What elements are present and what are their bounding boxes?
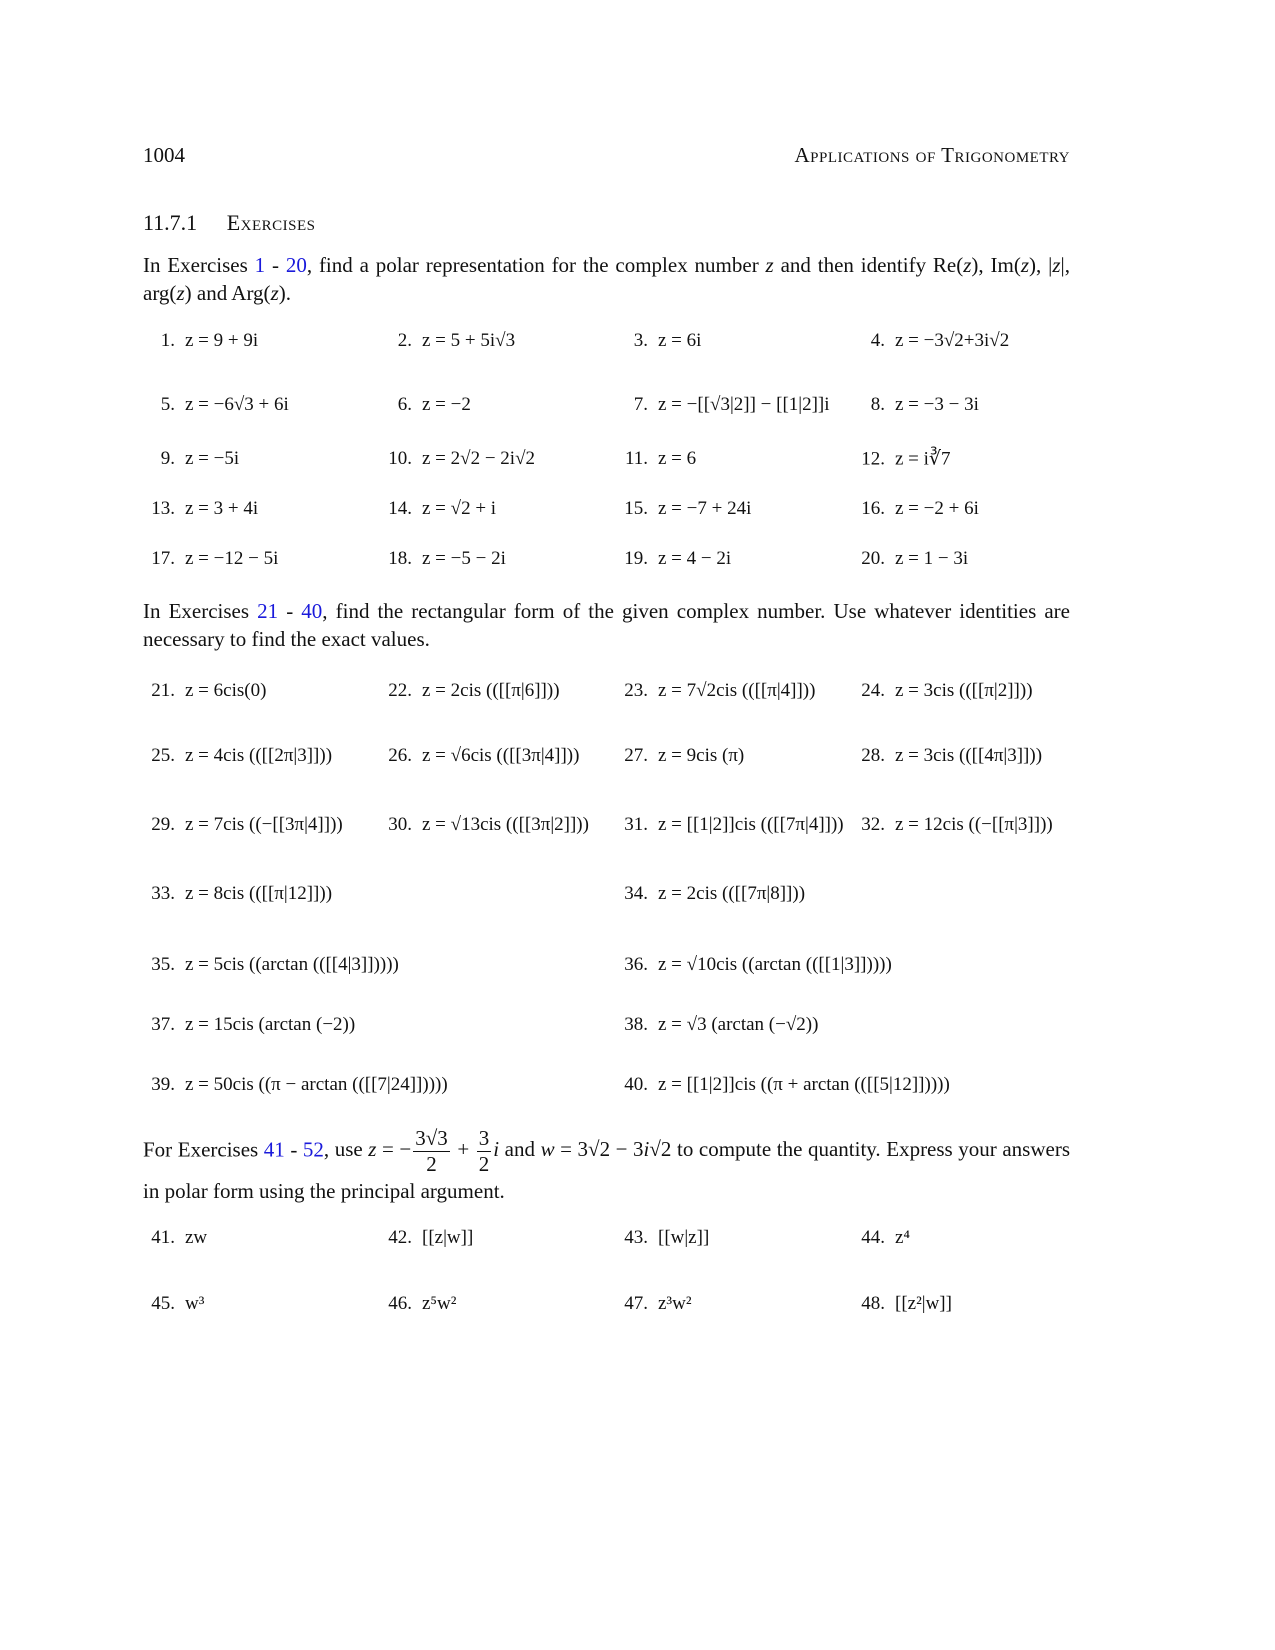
exercise-number: 41. (151, 1227, 175, 1248)
exercise-item (608, 448, 696, 470)
exercise-number: 33. (151, 883, 175, 904)
exercise-expression: [[w|z]] (658, 1227, 710, 1248)
exercise-number: 15. (624, 498, 648, 519)
exercise-item (608, 814, 844, 836)
exercise-item (135, 1293, 204, 1315)
exercise-expression: z = −12 − 5i (185, 548, 279, 569)
exercise-item (608, 1074, 950, 1096)
intro-text: - (284, 1137, 303, 1162)
exercise-expression: z⁴ (895, 1227, 911, 1248)
exercise-item (135, 548, 278, 570)
exercise-expression: [[z|w]] (422, 1227, 474, 1248)
exercise-expression: z = −5 − 2i (422, 548, 506, 569)
exercise-expression: z = −3√2+3i√2 (895, 330, 1010, 351)
exercise-number: 31. (624, 814, 648, 835)
exercise-item (135, 330, 258, 352)
exercise-expression: z = 2cis (([[π|6]])) (422, 680, 560, 701)
exercise-item (608, 745, 744, 767)
exercise-expression: [[z²|w]] (895, 1293, 952, 1314)
exercise-item (845, 548, 968, 570)
exercise-item (845, 1293, 952, 1315)
exercise-expression: z = 2cis (([[7π|8]])) (658, 883, 806, 904)
exercise-number: 20. (861, 548, 885, 569)
exercise-item (372, 814, 589, 836)
exercise-item (845, 394, 979, 416)
page-number: 1004 (143, 143, 185, 167)
exercise-number: 9. (160, 448, 175, 469)
exercise-number: 48. (861, 1293, 885, 1314)
exercise-number: 23. (624, 680, 648, 701)
exercise-item (372, 448, 535, 470)
exercise-expression: z³w² (658, 1293, 692, 1314)
exercise-number: 8. (870, 394, 885, 415)
exercise-number: 26. (388, 745, 412, 766)
exercise-item (845, 330, 1009, 352)
exercise-expression: z = 2√2 − 2i√2 (422, 448, 535, 469)
exercise-expression: z = 5cis ((arctan (([[4|3]])))) (185, 954, 399, 975)
exercise-expression: z = 3cis (([[4π|3]])) (895, 745, 1043, 766)
exercise-number: 19. (624, 548, 648, 569)
exercise-item (135, 954, 399, 976)
intro-text: In Exercises (143, 599, 258, 623)
exercise-expression: z = 3 + 4i (185, 498, 259, 519)
fraction: $\frac{3}{2}$ (478, 1126, 490, 1176)
exercise-link[interactable]: 1 (254, 253, 266, 277)
exercise-expression: z = −5i (185, 448, 240, 469)
exercise-item (845, 745, 1042, 767)
exercise-item (608, 680, 815, 702)
exercise-item (135, 883, 332, 905)
exercise-item (372, 548, 506, 570)
exercise-expression: z = 1 − 3i (895, 548, 969, 569)
exercise-number: 12. (861, 448, 885, 469)
exercise-number: 30. (388, 814, 412, 835)
exercise-number: 16. (861, 498, 885, 519)
exercise-number: 38. (624, 1014, 648, 1035)
exercise-number: 32. (861, 814, 885, 835)
exercise-expression: z = i∛7 (895, 448, 951, 470)
exercise-expression: z = 6 (658, 448, 697, 469)
exercise-item (608, 1014, 818, 1036)
exercise-number: 36. (624, 954, 648, 975)
exercise-item (372, 330, 515, 352)
exercise-item (135, 745, 332, 767)
exercise-expression: zw (185, 1227, 208, 1248)
exercise-expression: z = [[1|2]]cis (([[7π|4]])) (658, 814, 844, 835)
exercise-number: 39. (151, 1074, 175, 1095)
exercise-item (845, 498, 979, 520)
exercise-item (372, 680, 560, 702)
intro-text: For Exercises (143, 1137, 264, 1162)
exercise-expression: z = 9 + 9i (185, 330, 259, 351)
exercise-item (372, 1227, 473, 1249)
exercise-number: 5. (160, 394, 175, 415)
exercise-expression: z = −3 − 3i (895, 394, 979, 415)
exercise-item (845, 814, 1053, 836)
exercise-item (135, 1227, 207, 1249)
exercise-expression: z = √3 (arctan (−√2)) (658, 1014, 819, 1035)
exercise-item (135, 1014, 355, 1036)
fraction: $\frac{3√3}{2}$ (415, 1126, 448, 1176)
exercise-number: 6. (397, 394, 412, 415)
exercise-number: 7. (633, 394, 648, 415)
exercise-expression: z = 7√2cis (([[π|4]])) (658, 680, 816, 701)
exercise-number: 2. (397, 330, 412, 351)
exercise-number: 40. (624, 1074, 648, 1095)
exercise-item (845, 680, 1033, 702)
instructions-2 (143, 597, 1070, 653)
exercise-number: 43. (624, 1227, 648, 1248)
exercise-number: 27. (624, 745, 648, 766)
exercise-number: 3. (633, 330, 648, 351)
exercise-expression: z = 4 − 2i (658, 548, 732, 569)
intro-text: In Exercises (143, 253, 255, 277)
exercise-expression: z = −2 + 6i (895, 498, 979, 519)
exercise-link[interactable]: 21 (257, 599, 279, 623)
exercise-expression: z = √10cis ((arctan (([[1|3]])))) (658, 954, 892, 975)
exercise-number: 24. (861, 680, 885, 701)
exercise-item (135, 680, 266, 702)
exercise-item (845, 1227, 910, 1249)
section-heading (143, 210, 315, 236)
exercise-link[interactable]: 52 (302, 1137, 324, 1162)
intro-text: - (265, 253, 286, 277)
exercise-expression: z = 6i (658, 330, 702, 351)
exercise-number: 21. (151, 680, 175, 701)
exercise-expression: z = 9cis (π) (658, 745, 745, 766)
exercise-number: 29. (151, 814, 175, 835)
exercise-item (372, 498, 496, 520)
exercise-expression: z = 50cis ((π − arctan (([[7|24]])))) (185, 1074, 448, 1095)
exercise-number: 45. (151, 1293, 175, 1314)
intro-text: , use z = − $\frac{3√3}{2}$ + $\frac{3}{2}$ i and w = 3√2 − 3i√2 to compute the quantity. Express your answers in polar form using the principal argument. (143, 1126, 1070, 1203)
exercise-link[interactable]: 41 (263, 1137, 285, 1162)
exercise-item (608, 1227, 709, 1249)
exercise-number: 11. (624, 448, 648, 469)
intro-text: - (278, 599, 302, 623)
exercise-number: 34. (624, 883, 648, 904)
exercise-expression: z = −6√3 + 6i (185, 394, 289, 415)
exercise-item (608, 548, 731, 570)
exercise-item (135, 1074, 448, 1096)
exercise-item (608, 954, 892, 976)
exercise-number: 47. (624, 1293, 648, 1314)
exercise-expression: z = 7cis ((−[[3π|4]])) (185, 814, 343, 835)
exercise-item (135, 394, 289, 416)
exercise-expression: z = 4cis (([[2π|3]])) (185, 745, 333, 766)
exercise-expression: z = √6cis (([[3π|4]])) (422, 745, 580, 766)
exercise-expression: z = −[[√3|2]] − [[1|2]]i (658, 394, 830, 415)
exercise-item (608, 394, 830, 416)
exercise-item (845, 448, 951, 471)
exercise-number: 42. (388, 1227, 412, 1248)
intro-text: , find the rectangular form of the given complex number. Use whatever identities are necessary to find the exact values. (143, 599, 1070, 651)
exercise-number: 13. (151, 498, 175, 519)
exercise-expression: z = 8cis (([[π|12]])) (185, 883, 333, 904)
exercise-number: 22. (388, 680, 412, 701)
exercise-expression: z = 15cis (arctan (−2)) (185, 1014, 356, 1035)
instructions-3 (143, 1128, 1070, 1207)
exercise-number: 35. (151, 954, 175, 975)
exercise-link[interactable]: 20 (285, 253, 307, 277)
exercise-item (372, 394, 471, 416)
exercise-number: 1. (160, 330, 175, 351)
exercise-expression: z = 5 + 5i√3 (422, 330, 516, 351)
exercise-expression: z⁵w² (422, 1293, 457, 1314)
exercise-item (135, 498, 258, 520)
exercise-item (135, 448, 239, 470)
running-header: Applications of Trigonometry (794, 143, 1070, 167)
exercise-number: 25. (151, 745, 175, 766)
exercise-item (608, 1293, 692, 1315)
exercise-expression: z = √2 + i (422, 498, 497, 519)
exercise-number: 14. (388, 498, 412, 519)
exercise-number: 10. (388, 448, 412, 469)
section-number: 11.7.1 (143, 210, 198, 235)
exercise-expression: z = 12cis ((−[[π|3]])) (895, 814, 1053, 835)
exercise-number: 17. (151, 548, 175, 569)
exercise-item (135, 814, 343, 836)
exercise-link[interactable]: 40 (301, 599, 323, 623)
exercise-item (608, 883, 805, 905)
exercise-expression: z = −7 + 24i (658, 498, 752, 519)
exercise-item (372, 745, 579, 767)
exercise-expression: z = 6cis(0) (185, 680, 267, 701)
exercise-expression: z = 3cis (([[π|2]])) (895, 680, 1033, 701)
exercise-item (608, 330, 701, 352)
instructions-1 (143, 251, 1070, 307)
exercise-expression: z = −2 (422, 394, 471, 415)
exercise-number: 18. (388, 548, 412, 569)
exercise-item (372, 1293, 456, 1315)
section-title: Exercises (226, 210, 316, 235)
exercise-number: 46. (388, 1293, 412, 1314)
exercise-number: 28. (861, 745, 885, 766)
intro-text: , find a polar representation for the complex number z and then identify Re(z), Im(z), |z|, arg(z) and Arg(z). (143, 253, 1070, 305)
exercise-number: 4. (870, 330, 885, 351)
exercise-expression: z = √13cis (([[3π|2]])) (422, 814, 589, 835)
exercise-item (608, 498, 751, 520)
exercise-expression: w³ (185, 1293, 205, 1314)
exercise-number: 44. (861, 1227, 885, 1248)
exercise-number: 37. (151, 1014, 175, 1035)
exercise-expression: z = [[1|2]]cis ((π + arctan (([[5|12]])))) (658, 1074, 950, 1095)
